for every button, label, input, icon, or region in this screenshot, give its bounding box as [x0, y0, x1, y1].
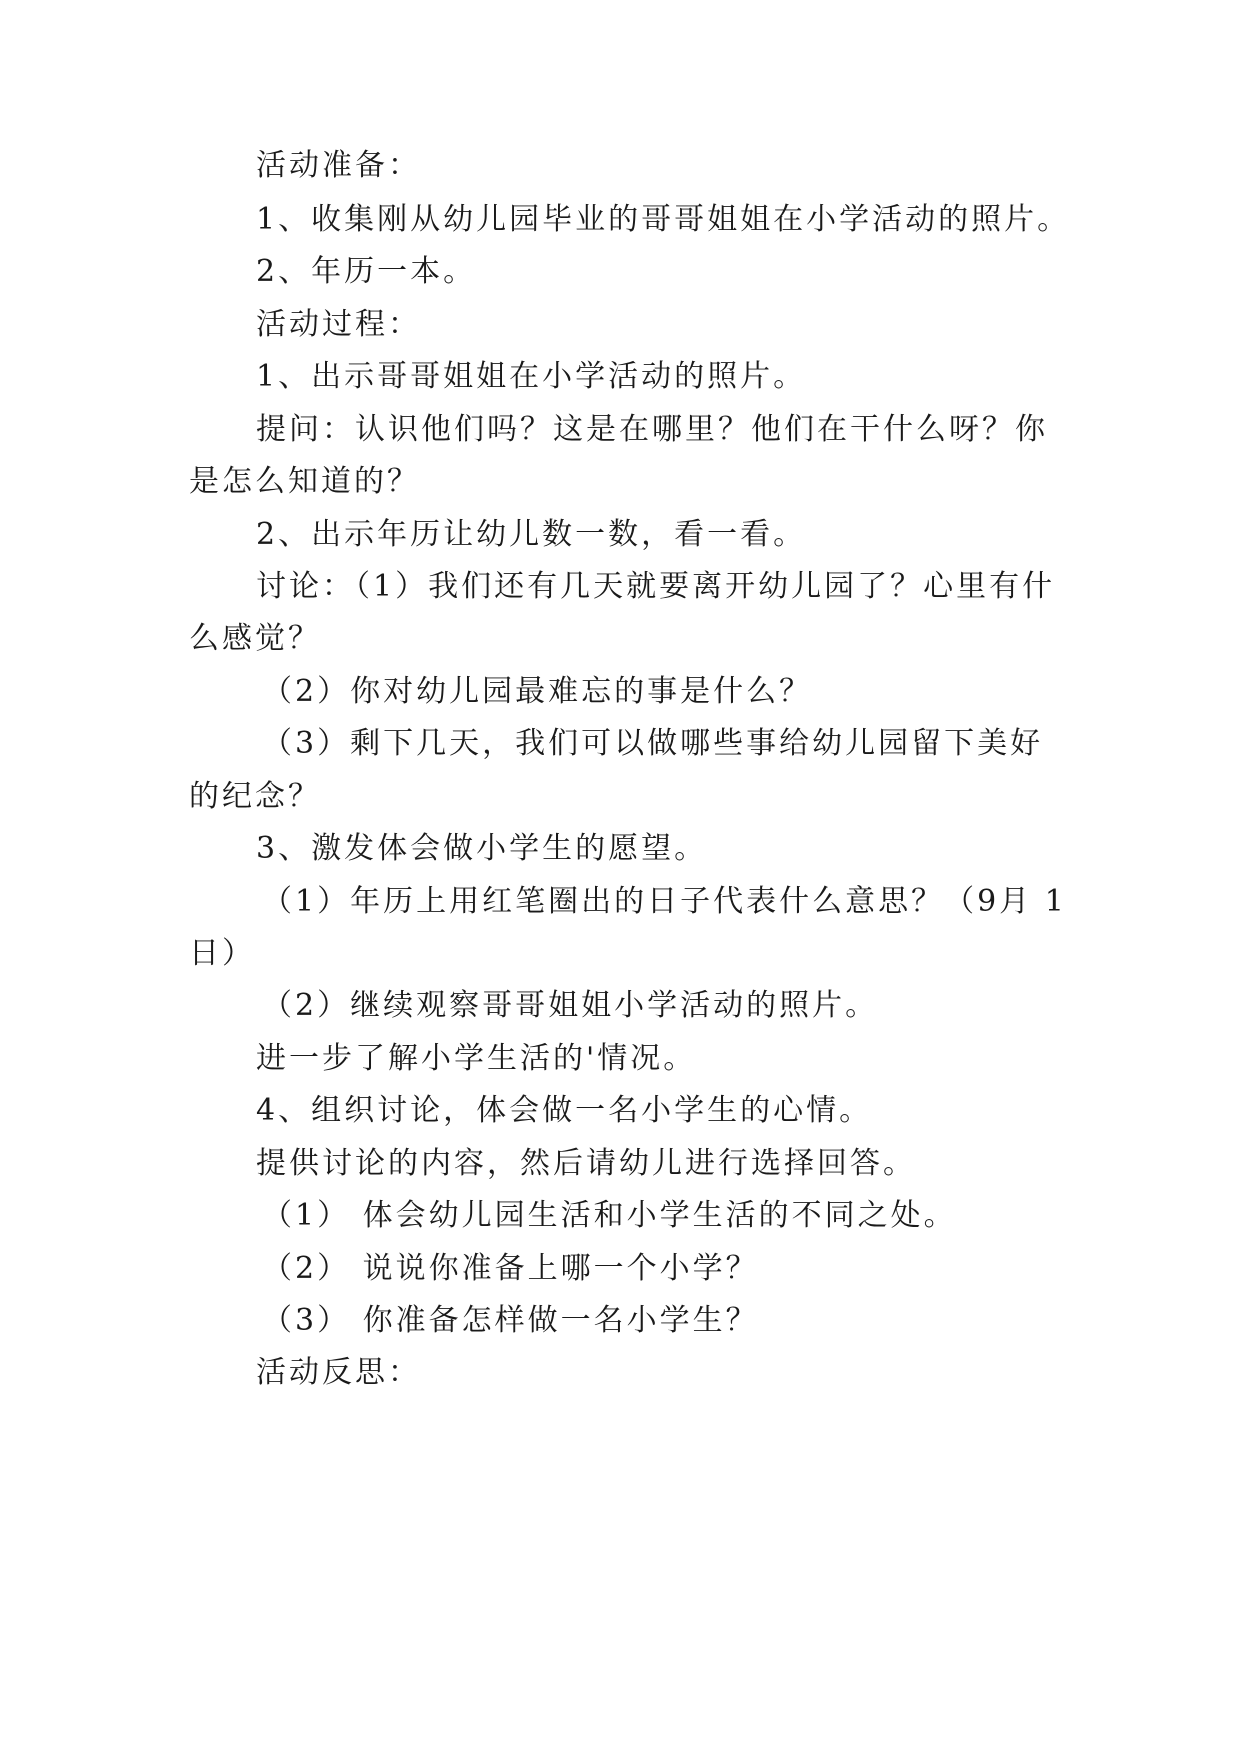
heading-activity-preparation: 活动准备： — [256, 148, 421, 183]
discussion-item-3-line-1: （3）剩下几天，我们可以做哪些事给幼儿园留下美好 — [262, 726, 1044, 761]
step-4-intro: 提供讨论的内容，然后请幼儿进行选择回答。 — [256, 1146, 916, 1181]
discussion-item-2: （2）你对幼儿园最难忘的事是什么？ — [262, 674, 813, 709]
question-line-1: 提问：认识他们吗？这是在哪里？他们在干什么呀？你 — [256, 412, 1048, 447]
step-3-note: 进一步了解小学生活的'情况。 — [256, 1041, 697, 1076]
process-step-2: 2、出示年历让幼儿数一数，看一看。 — [256, 517, 807, 552]
step-3-item-1-line-2: 日） — [189, 936, 255, 971]
discussion-line-1: 讨论：（1）我们还有几天就要离开幼儿园了？心里有什 — [256, 569, 1056, 604]
step-4-item-3: （3） 你准备怎样做一名小学生？ — [262, 1303, 759, 1338]
discussion-item-3-line-2: 的纪念？ — [189, 779, 321, 814]
heading-activity-process: 活动过程： — [256, 307, 421, 342]
process-step-3: 3、激发体会做小学生的愿望。 — [256, 831, 708, 866]
process-step-1: 1、出示哥哥姐姐在小学活动的照片。 — [256, 359, 807, 394]
process-step-4: 4、组织讨论，体会做一名小学生的心情。 — [256, 1093, 873, 1128]
preparation-item-2: 2、年历一本。 — [256, 254, 477, 289]
step-3-item-2: （2）继续观察哥哥姐姐小学活动的照片。 — [262, 988, 879, 1023]
step-3-item-1-line-1: （1）年历上用红笔圈出的日子代表什么意思？（9月 1 — [262, 884, 1067, 919]
discussion-line-2: 么感觉？ — [189, 621, 321, 656]
step-4-item-1: （1） 体会幼儿园生活和小学生活的不同之处。 — [262, 1198, 957, 1233]
heading-activity-reflection: 活动反思： — [256, 1355, 421, 1390]
question-line-2: 是怎么知道的？ — [189, 464, 420, 499]
step-4-item-2: （2） 说说你准备上哪一个小学？ — [262, 1251, 759, 1286]
preparation-item-1: 1、收集刚从幼儿园毕业的哥哥姐姐在小学活动的照片。 — [256, 202, 1071, 237]
